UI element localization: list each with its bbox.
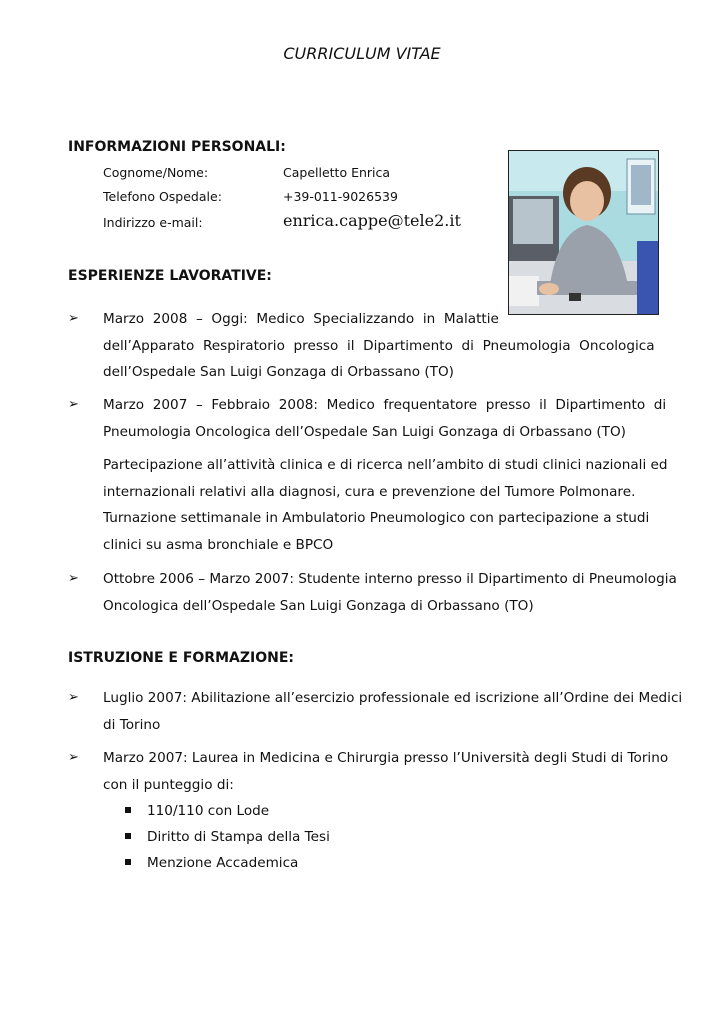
sub-list-item: Diritto di Stampa della Tesi — [125, 829, 330, 845]
list-item-education — [68, 745, 669, 801]
item-text-line: con il punteggio di: — [103, 776, 234, 793]
list-item-experience — [68, 392, 667, 448]
profile-photo-image — [509, 151, 658, 314]
item-text-line: Pneumologia Oncologica dell’Ospedale San Luigi Gonzaga di Orbassano (TO) — [103, 423, 626, 440]
arrow-bullet-icon: ➢ — [68, 571, 79, 586]
info-label: Indirizzo e-mail: — [103, 215, 203, 230]
arrow-bullet-icon: ➢ — [68, 750, 79, 765]
paragraph-line: internazionali relativi alla diagnosi, cura e prevenzione del Tumore Polmonare. — [103, 483, 636, 500]
list-item-education — [68, 685, 683, 741]
arrow-bullet-icon: ➢ — [68, 311, 79, 326]
paragraph-line: clinici su asma bronchiale e BPCO — [103, 536, 334, 553]
paragraph-line: Turnazione settimanale in Ambulatorio Pneumologico con partecipazione a studi — [103, 510, 650, 526]
sub-list-item: 110/110 con Lode — [125, 803, 269, 819]
item-text-line: di Torino — [103, 716, 161, 733]
item-text-line: Ottobre 2006 – Marzo 2007: Studente interno presso il Dipartimento di Pneumologia — [103, 571, 677, 587]
sub-list-item: Menzione Accademica — [125, 855, 298, 871]
item-text-line: Marzo 2008 – Oggi: Medico Specializzando in Malattie — [103, 311, 499, 327]
item-text-line: Marzo 2007: Laurea in Medicina e Chirurgia presso l’Università degli Studi di Torino — [103, 750, 669, 766]
profile-photo — [508, 150, 659, 315]
email-link[interactable]: enrica.cappe@tele2.it — [283, 211, 461, 230]
square-bullet-icon — [125, 833, 131, 839]
experience-heading: ESPERIENZE LAVORATIVE: — [68, 268, 272, 284]
square-bullet-icon — [125, 859, 131, 865]
item-text-line: dell’Ospedale San Luigi Gonzaga di Orbassano (TO) — [103, 364, 454, 380]
item-text-line: dell’Apparato Respiratorio presso il Dipartimento di Pneumologia Oncologica — [103, 337, 655, 354]
arrow-bullet-icon: ➢ — [68, 690, 79, 705]
info-label: Cognome/Nome: — [103, 165, 209, 180]
list-item-experience — [68, 306, 656, 386]
square-bullet-icon — [125, 807, 131, 813]
list-item-experience — [68, 566, 677, 622]
item-text-line: Luglio 2007: Abilitazione all’esercizio professionale ed iscrizione all’Ordine dei Medici — [103, 690, 683, 706]
paragraph-line: Partecipazione all’attività clinica e di ricerca nell’ambito di studi clinici nazionali ed — [103, 457, 668, 473]
item-text-line: Oncologica dell’Ospedale San Luigi Gonzaga di Orbassano (TO) — [103, 597, 534, 614]
personal-info-heading: INFORMAZIONI PERSONALI: — [68, 139, 286, 155]
arrow-bullet-icon: ➢ — [68, 397, 79, 412]
document-title: CURRICULUM VITAE — [283, 44, 441, 63]
info-value: Capelletto Enrica — [283, 165, 391, 180]
experience-description — [103, 452, 668, 558]
info-label: Telefono Ospedale: — [103, 189, 222, 204]
info-value: +39-011-9026539 — [283, 189, 398, 204]
education-heading: ISTRUZIONE E FORMAZIONE: — [68, 650, 294, 666]
item-text-line: Marzo 2007 – Febbraio 2008: Medico frequentatore presso il Dipartimento di — [103, 397, 667, 413]
